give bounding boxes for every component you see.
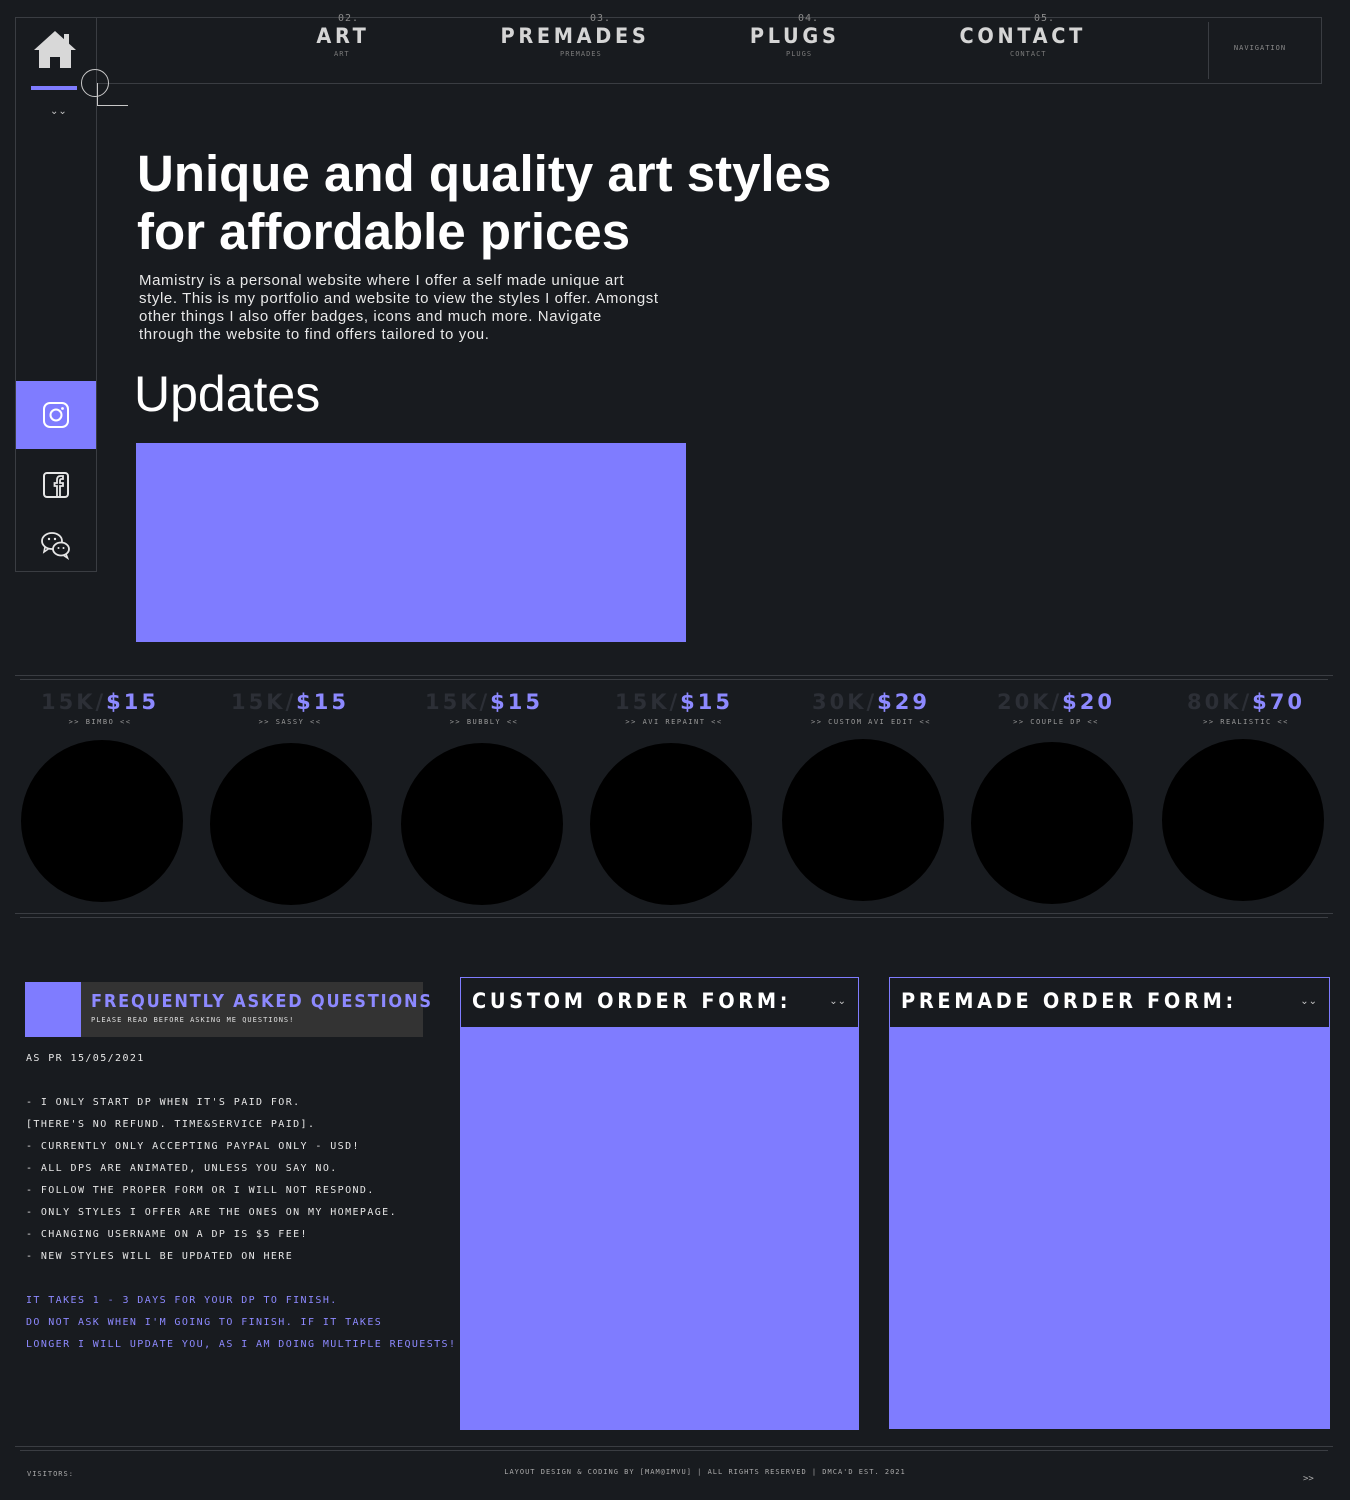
price-credits: 80K/ [1186,690,1253,714]
visitor-counter-label: VISITORS: [27,1470,74,1478]
faq-title: FREQUENTLY ASKED QUESTIONS [91,991,433,1012]
price-item-realistic[interactable] [1151,690,1341,726]
faq-rule: - CURRENTLY ONLY ACCEPTING PAYPAL ONLY - USD! [26,1141,360,1152]
price-credits: 15K/ [40,690,107,714]
faq-subtitle: PLEASE READ BEFORE ASKING ME QUESTIONS! [91,1016,295,1024]
price-style-name: >> REALISTIC << [1203,718,1289,726]
price-item-bubbly[interactable] [389,690,579,726]
nav-title: NAVIGATION [1233,44,1287,52]
nav-item-number: 02. [338,13,360,24]
price-item-custom-avi-edit[interactable] [776,690,966,726]
hero-title: Unique and quality art styles for affordable prices [137,145,832,260]
faq-note: IT TAKES 1 - 3 DAYS FOR YOUR DP TO FINISH. [26,1295,338,1306]
facebook-link[interactable] [16,451,96,519]
nav-item-label: CONTACT [959,24,1087,48]
faq-rule: [THERE'S NO REFUND. TIME&SERVICE PAID]. [26,1119,316,1130]
divider [20,1450,1328,1451]
price-style-name: >> BIMBO << [68,718,132,726]
faq-rule: - CHANGING USERNAME ON A DP IS $5 FEE! [26,1229,308,1240]
premade-order-form-header[interactable] [890,978,1329,1027]
wechat-icon [40,530,72,560]
top-navigation-bar [15,17,1322,84]
faq-note: DO NOT ASK WHEN I'M GOING TO FINISH. IF IT TAKES [26,1317,383,1328]
custom-order-form-title: CUSTOM ORDER FORM: [472,989,792,1013]
nav-item-sublabel: ART [334,50,350,58]
custom-order-form-header[interactable] [461,978,858,1027]
price-credits: 20K/ [996,690,1063,714]
style-preview-image[interactable] [971,742,1133,904]
hero-description: Mamistry is a personal website where I offer a self made unique art style. This is my portfolio and website to view the styles I offer. Amongst other things I also offer badges, icons and much more. Navigate through the website to find offers tailored to you. [139,272,659,343]
nav-item-sublabel: PLUGS [786,50,813,58]
price-style-name: >> COUPLE DP << [1013,718,1099,726]
price-item-bimbo[interactable] [5,690,195,726]
style-preview-image[interactable] [21,740,183,902]
price-credits: 30K/ [811,690,878,714]
divider [15,1446,1333,1447]
faq-date: AS PR 15/05/2021 [26,1053,145,1064]
decorative-corner-line [97,83,128,106]
home-active-indicator [31,86,77,90]
divider [20,679,1328,680]
price-item-couple-dp[interactable] [961,690,1151,726]
instagram-link[interactable] [16,381,96,449]
price-usd: $15 [680,690,733,714]
nav-item-sublabel: CONTACT [1010,50,1047,58]
nav-item-label: PLUGS [749,24,840,48]
next-arrow-icon[interactable]: >> [1303,1474,1314,1484]
chevron-down-icon[interactable]: ⌄⌄ [50,106,67,117]
faq-accent-block [25,982,81,1037]
home-icon[interactable] [32,28,78,72]
price-style-name: >> CUSTOM AVI EDIT << [810,718,931,726]
faq-rule: - NEW STYLES WILL BE UPDATED ON HERE [26,1251,294,1262]
divider [15,913,1333,914]
price-usd: $29 [877,690,930,714]
chevron-down-icon[interactable]: ⌄⌄ [829,996,846,1007]
price-credits: 15K/ [424,690,491,714]
nav-item-label: ART [316,24,370,48]
footer-credits: LAYOUT DESIGN & CODING BY [MAM@IMVU] | ALL RIGHTS RESERVED | DMCA'D EST. 2021 [504,1468,906,1476]
price-item-avi-repaint[interactable] [579,690,769,726]
price-style-name: >> AVI REPAINT << [625,718,723,726]
premade-order-form-title: PREMADE ORDER FORM: [901,989,1237,1013]
wechat-link[interactable] [16,511,96,579]
faq-rule: - FOLLOW THE PROPER FORM OR I WILL NOT RESPOND. [26,1185,375,1196]
nav-divider [1208,22,1209,79]
style-preview-image[interactable] [1162,739,1324,901]
faq-rule: - ONLY STYLES I OFFER ARE THE ONES ON MY HOMEPAGE. [26,1207,398,1218]
divider [20,917,1328,918]
updates-title: Updates [134,366,321,422]
custom-order-form[interactable] [460,977,859,1430]
price-usd: $15 [296,690,349,714]
style-preview-image[interactable] [782,739,944,901]
facebook-icon [42,471,70,499]
faq-rule: - I ONLY START DP WHEN IT'S PAID FOR. [26,1097,301,1108]
price-usd: $15 [106,690,159,714]
divider [15,675,1333,676]
nav-item-label: PREMADES [500,24,650,48]
premade-order-form[interactable] [889,977,1330,1429]
instagram-icon [42,401,70,429]
nav-item-number: 03. [590,13,612,24]
price-style-name: >> BUBBLY << [449,718,519,726]
faq-note: LONGER I WILL UPDATE YOU, AS I AM DOING MULTIPLE REQUESTS! [26,1339,457,1350]
price-usd: $15 [490,690,543,714]
updates-panel [136,443,686,642]
style-preview-image[interactable] [401,743,563,905]
nav-item-number: 05. [1034,13,1056,24]
price-style-name: >> SASSY << [258,718,322,726]
price-credits: 15K/ [614,690,681,714]
style-preview-image[interactable] [590,743,752,905]
price-item-sassy[interactable] [195,690,385,726]
nav-item-sublabel: PREMADES [560,50,602,58]
price-credits: 15K/ [230,690,297,714]
chevron-down-icon[interactable]: ⌄⌄ [1300,996,1317,1007]
faq-rule: - ALL DPS ARE ANIMATED, UNLESS YOU SAY NO. [26,1163,338,1174]
nav-item-number: 04. [798,13,820,24]
price-usd: $70 [1252,690,1305,714]
price-usd: $20 [1062,690,1115,714]
style-preview-image[interactable] [210,743,372,905]
